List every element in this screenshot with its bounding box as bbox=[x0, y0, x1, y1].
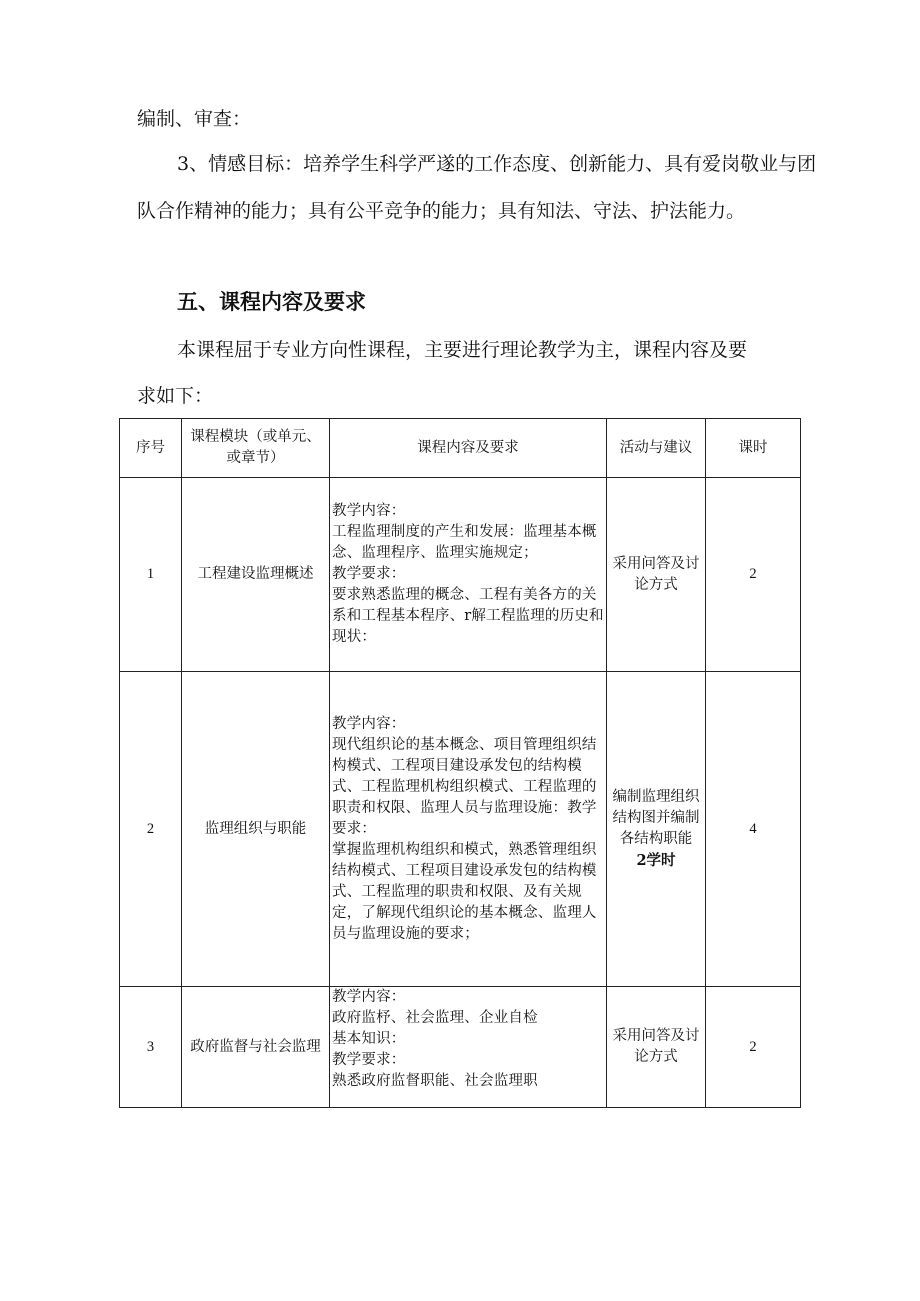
content-line: 教学要求： bbox=[332, 566, 406, 582]
header-content: 课程内容及要求 bbox=[330, 419, 607, 478]
row-seq: 1 bbox=[120, 478, 182, 672]
header-seq: 序号 bbox=[120, 419, 182, 478]
content-line: 掌握监理机构组织和模式，熟悉管理组织结构模式、工程项目建设承发包的结构模式、工程监理的职贵和权限、及有关规定，了解现代组织论的基本概念、监理人员与监理设施的要求； bbox=[332, 841, 597, 942]
content-line: 教学内容： bbox=[332, 989, 406, 1005]
paragraph-intro: 编制、审查： bbox=[137, 108, 252, 130]
row-module: 工程建设监理概述 bbox=[182, 478, 330, 672]
table-row bbox=[120, 987, 801, 1108]
course-content-table bbox=[119, 418, 801, 1108]
content-line: 要求熟悉监理的概念、工程有美各方的关系和工程基本程序、r解工程监理的历史和现状： bbox=[332, 587, 604, 645]
content-line: 基本知识： bbox=[332, 1031, 406, 1047]
section-heading: 五、课程内容及要求 bbox=[177, 290, 366, 314]
row-seq: 2 bbox=[120, 672, 182, 987]
row-activity: 采用问答及讨论方式 bbox=[607, 478, 706, 672]
row-module: 监理组织与职能 bbox=[182, 672, 330, 987]
content-line: 工程监理制度的产生和发展：监理基本概念、监理程序、监理实施规定； bbox=[332, 524, 597, 561]
paragraph-emotional-goals: 3、情感目标：培养学生科学严遂的工作态度、创新能力、具有爱岗敬业与团队合作精神的能力；具有公平竞争的能力；具有知法、守法、护法能力。 bbox=[137, 153, 817, 222]
header-module: 课程模块（或单元、或章节） bbox=[182, 419, 330, 478]
content-line: 熟悉政府监督职能、社会监理职 bbox=[332, 1073, 538, 1089]
table-row bbox=[120, 672, 801, 987]
row-content bbox=[330, 478, 607, 672]
activity-hours-text: 2学时 bbox=[636, 852, 676, 869]
content-line: 教学要求： bbox=[332, 1052, 406, 1068]
table-row bbox=[120, 478, 801, 672]
header-hours: 课时 bbox=[706, 419, 801, 478]
header-activity: 活动与建议 bbox=[607, 419, 706, 478]
activity-text: 编制监理组织结构图并编制各结构职能 bbox=[612, 789, 700, 847]
content-line: 政府监杼、社会监理、企业自检 bbox=[332, 1010, 538, 1026]
row-activity: 采用问答及讨论方式 bbox=[607, 987, 706, 1108]
content-line: 教学内容： bbox=[332, 715, 406, 732]
row-activity bbox=[607, 672, 706, 987]
row-module: 政府监督与社会监理 bbox=[182, 987, 330, 1108]
paragraph-course-description: 本课程屈于专业方向性课程，主要进行理论教学为主，课程内容及要求如下： bbox=[137, 339, 748, 407]
row-content bbox=[330, 987, 607, 1108]
table-header-row bbox=[120, 419, 801, 478]
content-line: 教学内容： bbox=[332, 503, 406, 519]
row-hours: 2 bbox=[706, 987, 801, 1108]
row-hours: 2 bbox=[706, 478, 801, 672]
row-hours: 4 bbox=[706, 672, 801, 987]
row-content bbox=[330, 672, 607, 987]
row-seq: 3 bbox=[120, 987, 182, 1108]
content-line: 现代组织论的基本概念、项目管理组织结构模式、工程项目建设承发包的结构模式、工程监理机构组织模式、工程监理的职责和权限、监理人员与监理设施：教学要求： bbox=[332, 736, 597, 837]
